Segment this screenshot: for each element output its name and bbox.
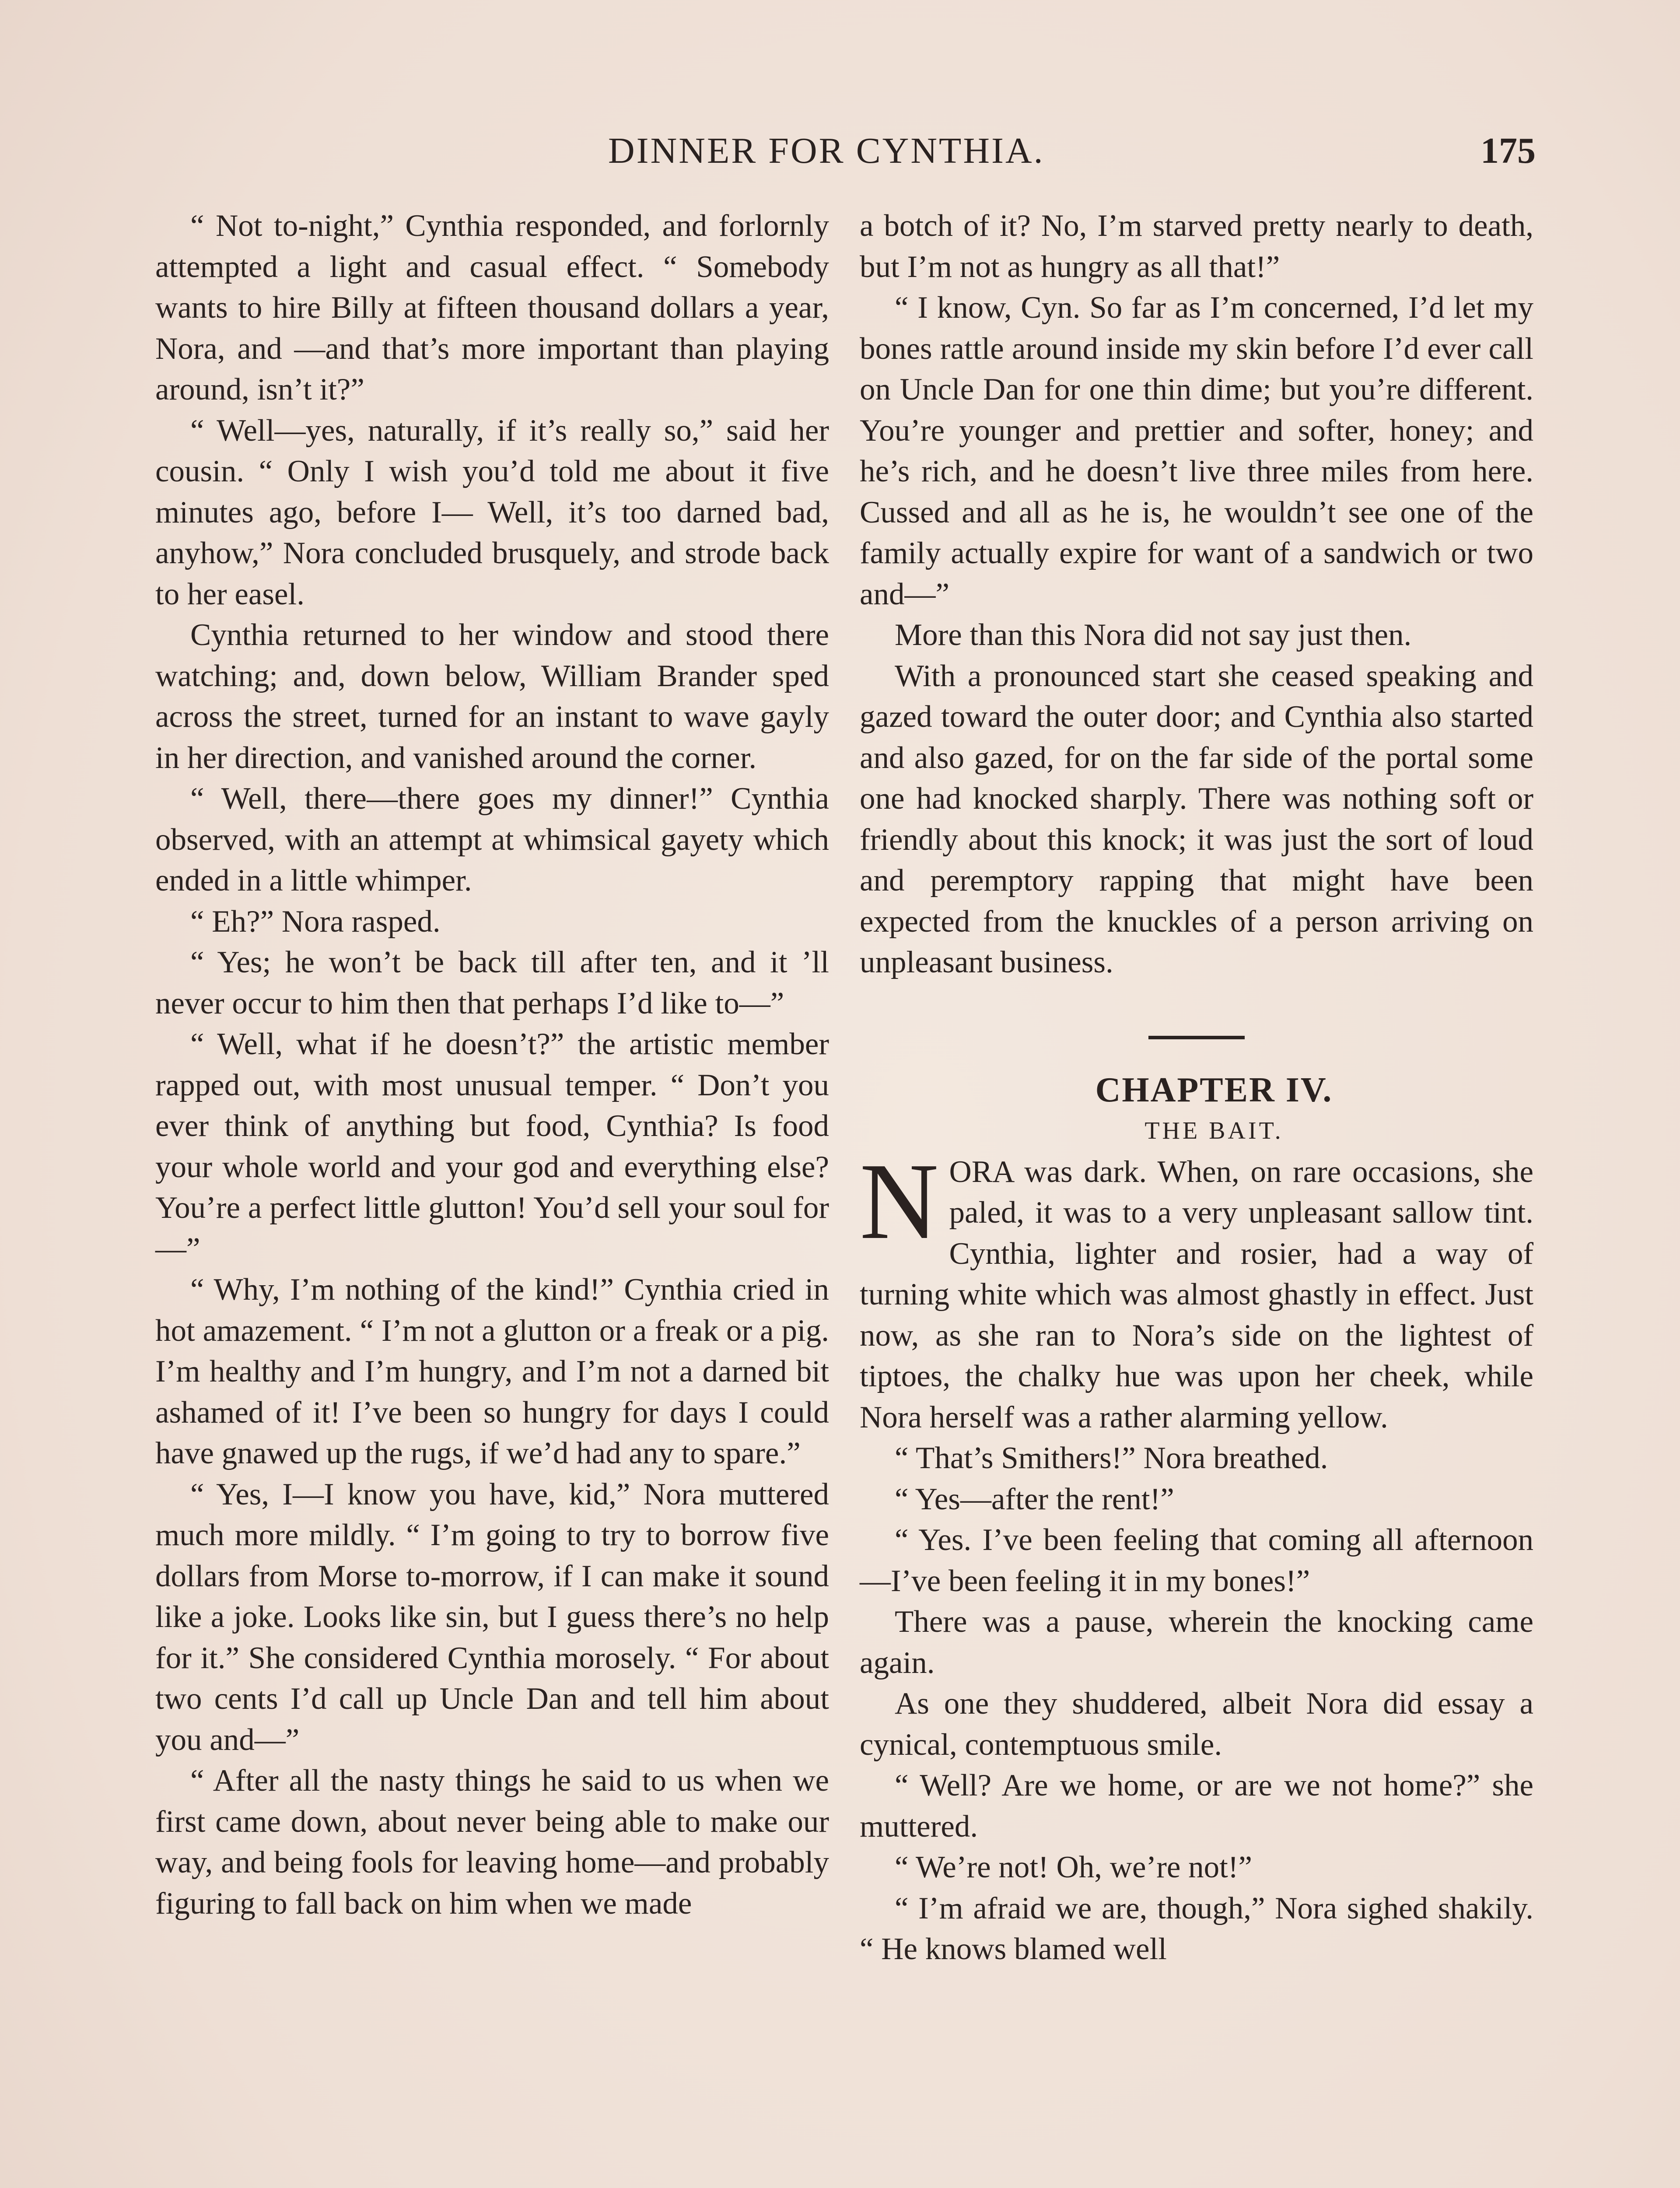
paragraph: “ Eh?” Nora rasped. <box>190 904 441 939</box>
paragraph: “ Yes. I’ve been feeling that coming all afternoon—I’ve been feeling it in my bones!” <box>860 1523 1533 1598</box>
paragraph: “ Well, there—there goes my dinner!” Cynthia observed, with an attempt at whimsical gayety which ended in a little whimper. <box>155 782 829 898</box>
paragraph: More than this Nora did not say just then. <box>895 618 1412 652</box>
paragraph: “ Well? Are we home, or are we not home?” she muttered. <box>860 1768 1533 1844</box>
paragraph: “ That’s Smithers!” Nora breathed. <box>895 1441 1328 1475</box>
paragraph: “ I’m afraid we are, though,” Nora sighed shakily. “ He knows blamed well <box>860 1891 1533 1966</box>
paragraph: a botch of it? No, I’m starved pretty nearly to death, but I’m not as hungry as all that!” <box>860 209 1533 284</box>
paragraph: “ Yes—after the rent!” <box>895 1482 1174 1516</box>
paragraph: With a pronounced start she ceased speaking and gazed toward the outer door; and Cynthia also started and also gazed, for on the far side of the portal some one had knocked sharply. There was nothing soft or friendly about this knock; it was just the sort of loud and peremptory rapping that might have been expected from the knuckles of a person arriving on unpleasant business. <box>860 659 1533 979</box>
paragraph: “ We’re not! Oh, we’re not!” <box>895 1850 1252 1884</box>
paragraph: As one they shuddered, albeit Nora did essay a cynical, contemptuous smile. <box>860 1687 1533 1762</box>
paragraph: “ Yes, I—I know you have, kid,” Nora muttered much more mildly. “ I’m going to try to borrow five dollars from Morse to-morrow, if I can make it sound like a joke. Looks like sin, but I guess there’s no help for it.” She considered Cynthia morosely. “ For about two cents I’d call up Uncle Dan and tell him about you and—” <box>155 1477 829 1757</box>
running-header <box>144 130 1536 178</box>
section-divider <box>1148 1036 1245 1039</box>
running-title: DINNER FOR CYNTHIA. <box>608 130 1045 171</box>
paragraph: “ Not to-night,” Cynthia responded, and forlornly attempted a light and casual effect. “ Somebody wants to hire Billy at fifteen thousand dollars a year, Nora, and —and that’s more important than playing around, isn’t it?” <box>155 209 829 407</box>
chapter-heading: CHAPTER IV. <box>1095 1070 1333 1109</box>
drop-cap: N <box>860 1140 939 1262</box>
page-number: 175 <box>1480 130 1536 171</box>
paragraph: “ After all the nasty things he said to us when we first came down, about never being able to make our way, and being fools for leaving home—and probably figuring to fall back on him when we made <box>155 1764 829 1921</box>
paragraph: “ Well—yes, naturally, if it’s really so,” said her cousin. “ Only I wish you’d told me about it five minutes ago, before I— Well, it’s too darned bad, anyhow,” Nora concluded brusquely, and strode back to her easel. <box>155 413 829 611</box>
paragraph: Cynthia returned to her window and stood there watching; and, down below, William Brander sped across the street, turned for an instant to wave gayly in her direction, and vanished around the corner. <box>155 618 829 775</box>
paragraph: There was a pause, wherein the knocking came again. <box>860 1605 1533 1680</box>
chapter-opening-paragraph <box>860 1140 1533 1438</box>
paragraph: “ I know, Cyn. So far as I’m concerned, I’d let my bones rattle around inside my skin before I’d ever call on Uncle Dan for one thin dime; but you’re different. You’re younger and prettier and softer, honey; and he’s rich, and he doesn’t live three miles from here. Cussed and all as he is, he wouldn’t see one of the family actually expire for want of a sandwich or two and—” <box>860 291 1533 611</box>
paragraph: “ Well, what if he doesn’t?” the artistic member rapped out, with most unusual temper. “ Don’t you ever think of anything but food, Cynthia? Is food your whole world and your god and everything else? You’re a perfect little glutton! You’d sell your soul for—” <box>155 1027 829 1266</box>
right-column <box>860 206 1533 1970</box>
opening-text: ORA was dark. When, on rare occasions, she paled, it was to a very unpleasant sallow tint. Cynthia, lighter and rosier, had a way of turning white which was almost ghastly in effect. Just now, as she ran to Nora’s side on the lightest of tiptoes, the chalky hue was upon her cheek, while Nora herself was a rather alarming yellow. <box>860 1154 1533 1434</box>
chapter-subtitle: THE BAIT. <box>1144 1117 1284 1144</box>
paragraph: “ Yes; he won’t be back till after ten, and it ’ll never occur to him then that perhaps I’d like to—” <box>155 945 829 1020</box>
left-column <box>155 206 829 1924</box>
paragraph: “ Why, I’m nothing of the kind!” Cynthia cried in hot amazement. “ I’m not a glutton or a freak or a pig. I’m healthy and I’m hungry, and I’m not a darned bit ashamed of it! I’ve been so hungry for days I could have gnawed up the rugs, if we’d had any to spare.” <box>155 1273 829 1470</box>
